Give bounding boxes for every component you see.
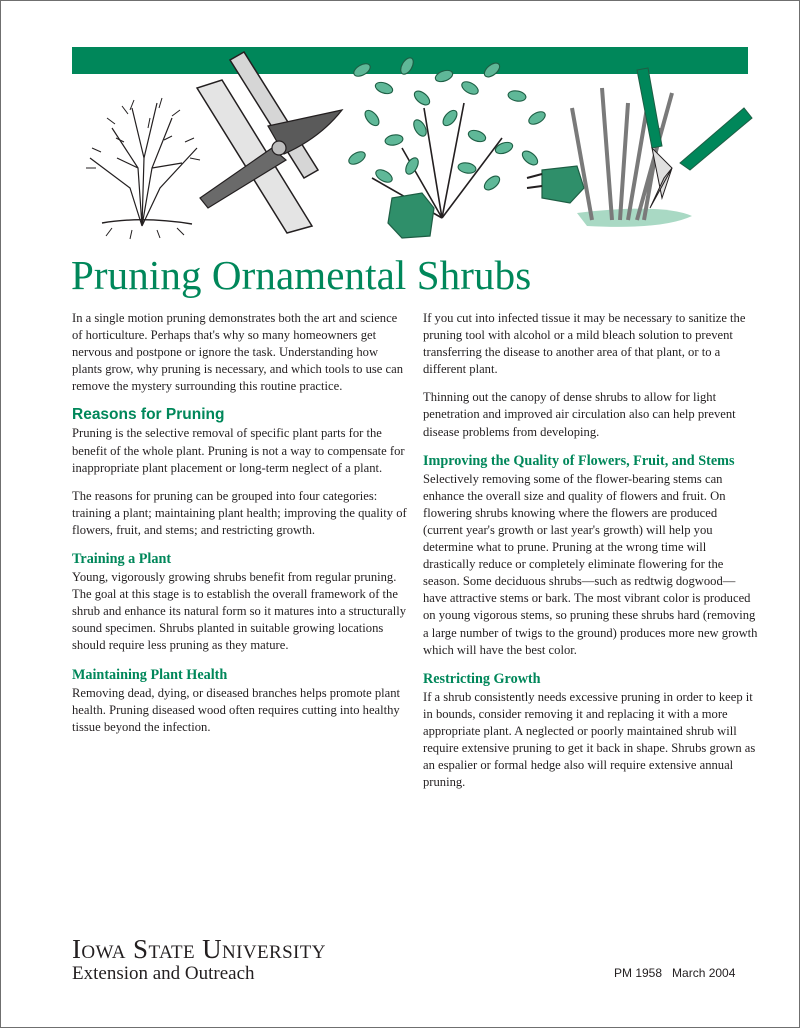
right-column [423,310,758,802]
intro-paragraph: In a single motion pruning demonstrates both the art and science of horticulture. Perhaps that's why so many homeowners get nervous and postpone or ignore the task. Understanding how plants grow, why pruning is necessary, and which tools to use can remove the mystery surrounding this routine practice. [72,311,403,394]
gloved-hands-pruning-shrub-icon [347,56,584,238]
infected-tissue-paragraph: If you cut into infected tissue it may be necessary to sanitize the pruning tool with alcohol or a mild bleach solution to prevent transferring the disease to another area of that plant, or to a different plant. [423,311,746,377]
shrub-icon [86,98,200,239]
publication-number: PM 1958 [614,966,663,980]
lopper-on-branch-icon [197,52,342,233]
extension-subtitle: Extension and Outreach [72,963,255,984]
reasons-paragraph-1: Pruning is the selective removal of specific plant parts for the benefit of the whole plant. Pruning is not a way to compensate for inappropriate plant placement or long-term neglect of a plant. [72,426,405,475]
quality-heading: Improving the Quality of Flowers, Fruit, and Stems [423,452,735,469]
thinning-paragraph: Thinning out the canopy of dense shrubs to allow for light penetration and improved air circulation also can help prevent disease problems from developing. [423,390,736,439]
banner-illustration [72,48,762,248]
left-column [72,310,407,747]
publication-date: March 2004 [672,966,736,980]
wordmark-small-caps: TATE [148,942,195,963]
wordmark-letter: I [72,934,82,964]
restricting-paragraph: If a shrub consistently needs excessive pruning in order to keep it in bounds, consider removing it and replacing it with a more appropriate plant. A neglected or poorly maintained shrub will require extensive pruning to get it back in shape. Shrubs grown as an espalier or formal hedge also will require extensive annual pruning. [423,689,756,790]
reasons-heading: Reasons for Pruning [72,406,225,424]
wordmark-small-caps: OWA [81,942,126,963]
quality-paragraph: Selectively removing some of the flower-bearing stems can enhance the overall size and quality of flowers and fruit. On flowering shrubs knowing where the flowers are produced (current year's growth or last year's growth) will help you determine what to prune. Pruning at the wrong time will drastically reduce or completely eliminate flowering for the season. Some deciduous shrubs—such as redtwig dogwood—have attractive stems or bark. The most vibrant color is produced on young vigorous stems, so pruning these shrubs hard (removing a large number of twigs to the ground) produces more new growth which will have the best color. [423,471,758,657]
training-paragraph: Young, vigorously growing shrubs benefit from regular pruning. The goal at this stage is to establish the overall framework of the shrub and enhance its natural form so it matures into a structurally sound specimen. Shrubs planted in suitable growing locations should require less pruning as they mature. [72,570,406,653]
university-wordmark [72,934,326,965]
training-heading: Training a Plant [72,551,172,568]
wordmark-small-caps: NIVERSITY [222,942,326,963]
reasons-paragraph-2: The reasons for pruning can be grouped into four categories: training a plant; maintaining plant health; improving the quality of flowers, fruit, and stems; and restricting growth. [72,488,407,537]
wordmark-letter: S [133,934,149,964]
wordmark-letter: U [202,934,223,964]
publication-info [614,966,735,980]
document-title: Pruning Ornamental Shrubs [71,252,532,298]
health-paragraph: Removing dead, dying, or diseased branches helps promote plant health. Pruning diseased wood often requires cutting into healthy tissue beyond the infection. [72,685,401,734]
hand-pruner-stems-icon [572,68,752,227]
health-heading: Maintaining Plant Health [72,666,228,683]
restricting-heading: Restricting Growth [423,670,541,687]
